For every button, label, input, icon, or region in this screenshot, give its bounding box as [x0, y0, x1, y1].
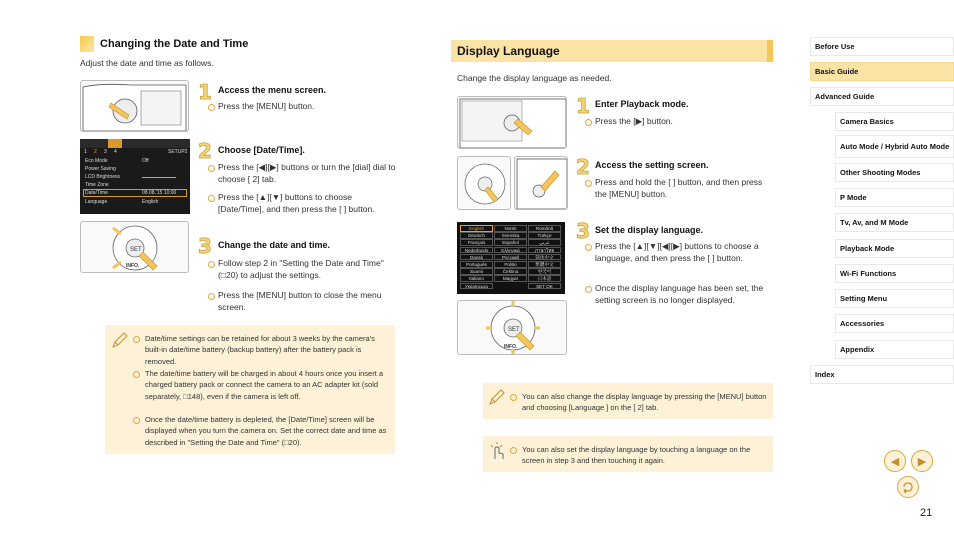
language-option: SET OK: [528, 283, 561, 290]
control-dial-icon: [458, 157, 511, 210]
camera-playback-illustration: [457, 96, 567, 149]
sidebar-item-playback-mode[interactable]: Playback Mode: [835, 239, 954, 258]
control-dial-illustration: [80, 221, 189, 273]
step-bullet: Press and hold the [ ] button, and then press the [MENU] button.: [585, 177, 775, 200]
language-option: Русский: [494, 254, 527, 261]
previous-page-button[interactable]: [884, 450, 906, 472]
language-option: Polski: [494, 261, 527, 268]
step-bullet: Once the display language has been set, the setting screen is no longer displayed.: [585, 283, 775, 306]
notes-box: [483, 383, 773, 419]
camera-illustration-icon: [458, 97, 567, 149]
language-option: 繁體中文: [528, 261, 561, 268]
sidebar-item-auto-mode-hybrid-auto-mode[interactable]: Auto Mode / Hybrid Auto Mode: [835, 135, 954, 158]
language-option: Ελληνικά: [494, 247, 527, 254]
touch-notes-box: [483, 436, 773, 472]
step-bullet: Press the [MENU] button.: [208, 101, 388, 113]
language-option: Nederlands: [460, 247, 493, 254]
sidebar-item-index[interactable]: Index: [810, 365, 954, 384]
camera-menu-button-illustration: [514, 156, 568, 210]
language-option: Italiano: [460, 275, 493, 282]
step-title: Choose [Date/Time].: [218, 145, 305, 155]
sidebar-item-tv-av-and-m-mode[interactable]: Tv, Av, and M Mode: [835, 213, 954, 232]
language-option: Español: [494, 239, 527, 246]
control-dial-illustration: [457, 156, 511, 210]
arrow-right-icon: ▶: [917, 455, 927, 468]
sidebar-item-appendix[interactable]: Appendix: [835, 340, 954, 359]
language-option: 한국어: [528, 268, 561, 275]
section-marker: [80, 36, 94, 52]
return-button[interactable]: [897, 476, 919, 498]
language-option: Türkçe: [528, 232, 561, 239]
language-option: 日本語: [528, 275, 561, 282]
svg-text:SET: SET: [130, 247, 142, 253]
sidebar-item-setting-menu[interactable]: Setting Menu: [835, 289, 954, 308]
page-number: 21: [920, 507, 933, 519]
language-option: Deutsch: [460, 232, 493, 239]
step-title: Set the display language.: [595, 225, 704, 235]
step-number: 1: [576, 94, 590, 118]
step-number: 2: [576, 155, 590, 179]
section-intro: Adjust the date and time as follows.: [80, 58, 214, 68]
pencil-icon: [111, 331, 129, 349]
note-item: Once the date/time battery is depleted, the [Date/Time] screen will be displayed when you turn the camera on. Set the correct date and time as described in "Setting the Date and Time" (□20).: [133, 414, 391, 448]
sidebar-item-wi-fi-functions[interactable]: Wi-Fi Functions: [835, 264, 954, 283]
note-item: The date/time battery will be charged in about 4 hours once you insert a charged battery pack or connect the camera to an AC adapter kit (sold separately, □148), even if the camera is left off.: [133, 368, 391, 402]
svg-text:SET: SET: [508, 327, 520, 333]
language-option: عربي: [528, 239, 561, 246]
step-title: Access the setting screen.: [595, 160, 709, 170]
note-item: You can also change the display language by pressing the [MENU] button and choosing [Language ] on the [ 2] tab.: [510, 391, 768, 414]
language-option: Suomi: [460, 268, 493, 275]
control-dial-icon: [81, 222, 189, 273]
step-number: 2: [198, 139, 212, 163]
language-option: 简体中文: [528, 254, 561, 261]
section-title: Display Language: [457, 44, 560, 58]
sidebar-item-advanced-guide[interactable]: Advanced Guide: [810, 87, 954, 106]
step-title: Access the menu screen.: [218, 85, 327, 95]
svg-text:INFO.: INFO.: [126, 263, 140, 269]
step-title: Change the date and time.: [218, 240, 331, 250]
sidebar-item-camera-basics[interactable]: Camera Basics: [835, 112, 954, 131]
step-bullet: Press the [▶] button.: [585, 116, 775, 128]
step-bullet: Press the [▲][▼] buttons to choose [Date/Time], and then press the [ ] button.: [208, 192, 388, 215]
language-option: Magyar: [494, 275, 527, 282]
step-bullet: Press the [▲][▼][◀][▶] buttons to choose a language, and then press the [ ] button.: [585, 241, 775, 264]
step-number: 3: [198, 234, 212, 258]
section-title: Changing the Date and Time: [100, 38, 249, 50]
control-dial-icon: [458, 301, 567, 355]
step-number: 1: [198, 80, 212, 104]
language-option: Norsk: [494, 225, 527, 232]
language-option: Português: [460, 261, 493, 268]
camera-illustration-icon: [81, 81, 189, 132]
pencil-icon: [488, 388, 506, 406]
sidebar-item-before-use[interactable]: Before Use: [810, 37, 954, 56]
step-title: Enter Playback mode.: [595, 99, 689, 109]
language-option: Română: [528, 225, 561, 232]
note-item: Date/time settings can be retained for about 3 weeks by the camera's built-in date/time battery (backup battery) after the battery pack is removed.: [133, 333, 391, 367]
language-select-screen: [457, 222, 565, 294]
sidebar-item-basic-guide[interactable]: Basic Guide: [810, 62, 954, 81]
language-option: Українська: [460, 283, 493, 290]
camera-illustration-icon: [515, 157, 568, 210]
control-dial-illustration: [457, 300, 567, 355]
next-page-button[interactable]: [911, 450, 933, 472]
step-bullet: Follow step 2 in "Setting the Date and Time" (□20) to adjust the settings.: [208, 258, 388, 281]
svg-text:INFO.: INFO.: [504, 344, 518, 350]
sidebar-item-other-shooting-modes[interactable]: Other Shooting Modes: [835, 163, 954, 182]
section-intro: Change the display language as needed.: [457, 73, 612, 83]
step-bullet: Press the [◀][▶] buttons or turn the [dial] dial to choose [ 2] tab.: [208, 162, 398, 185]
setup-menu-screen: 1 2 3 4 SETUP2 Eco Mode Off Power Saving LCD Brightness Time Zone Date/Time 08.08.'15 10:00 Language English: [80, 139, 190, 214]
return-icon: [901, 481, 915, 493]
arrow-left-icon: ◀: [890, 455, 900, 468]
language-option: ภาษาไทย: [528, 247, 561, 254]
step-number: 3: [576, 219, 590, 243]
touch-finger-icon: [487, 441, 507, 461]
step-bullet: Press the [MENU] button to close the menu screen.: [208, 290, 388, 313]
language-option: English: [460, 225, 493, 232]
sidebar-item-accessories[interactable]: Accessories: [835, 314, 954, 333]
language-option: Svenska: [494, 232, 527, 239]
notes-box: [105, 325, 395, 454]
note-item: You can also set the display language by touching a language on the screen in step 3 and then touching it again.: [510, 444, 768, 467]
language-option: Čeština: [494, 268, 527, 275]
language-option: Français: [460, 239, 493, 246]
camera-top-illustration: [80, 80, 189, 132]
language-option: Dansk: [460, 254, 493, 261]
sidebar-item-p-mode[interactable]: P Mode: [835, 188, 954, 207]
